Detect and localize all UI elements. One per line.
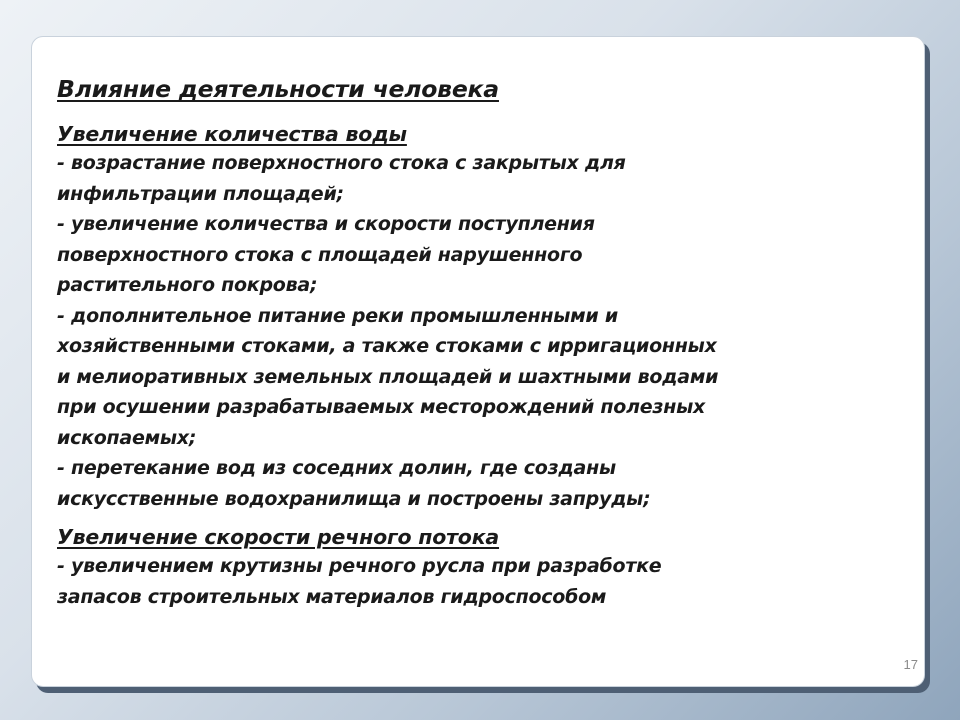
slide-number: 17	[903, 657, 918, 672]
section-water-quantity	[57, 120, 907, 514]
text-line: поверхностного стока с площадей нарушенного	[57, 243, 583, 266]
text-line: ископаемых;	[57, 426, 197, 449]
section-heading-flow-speed: Увеличение скорости речного потока	[57, 525, 500, 549]
section-flow-speed	[57, 523, 907, 612]
text-line: - возрастание поверхностного стока с закрытых для	[57, 152, 626, 174]
text-line: - дополнительное питание реки промышленными и	[57, 304, 618, 327]
text-line: искусственные водохранилища и построены запруды;	[57, 487, 651, 510]
text-line: запасов строительных материалов гидроспособом	[57, 585, 607, 608]
text-line: растительного покрова;	[57, 274, 318, 296]
text-line: при осушении разрабатываемых месторождений полезных	[57, 396, 706, 418]
slide-title: Влияние деятельности человека	[57, 75, 499, 103]
text-line: - перетекание вод из соседних долин, где созданы	[57, 457, 616, 479]
text-line: - увеличением крутизны речного русла при разработке	[57, 555, 662, 577]
text-line: - увеличение количества и скорости поступления	[57, 213, 595, 235]
text-line: и мелиоративных земельных площадей и шахтными водами	[57, 365, 719, 388]
text-line: хозяйственными стоками, а также стоками с ирригационных	[57, 335, 717, 357]
text-line: инфильтрации площадей;	[57, 182, 344, 205]
slide-content	[57, 72, 907, 612]
section-heading-water-quantity: Увеличение количества воды	[57, 122, 407, 146]
